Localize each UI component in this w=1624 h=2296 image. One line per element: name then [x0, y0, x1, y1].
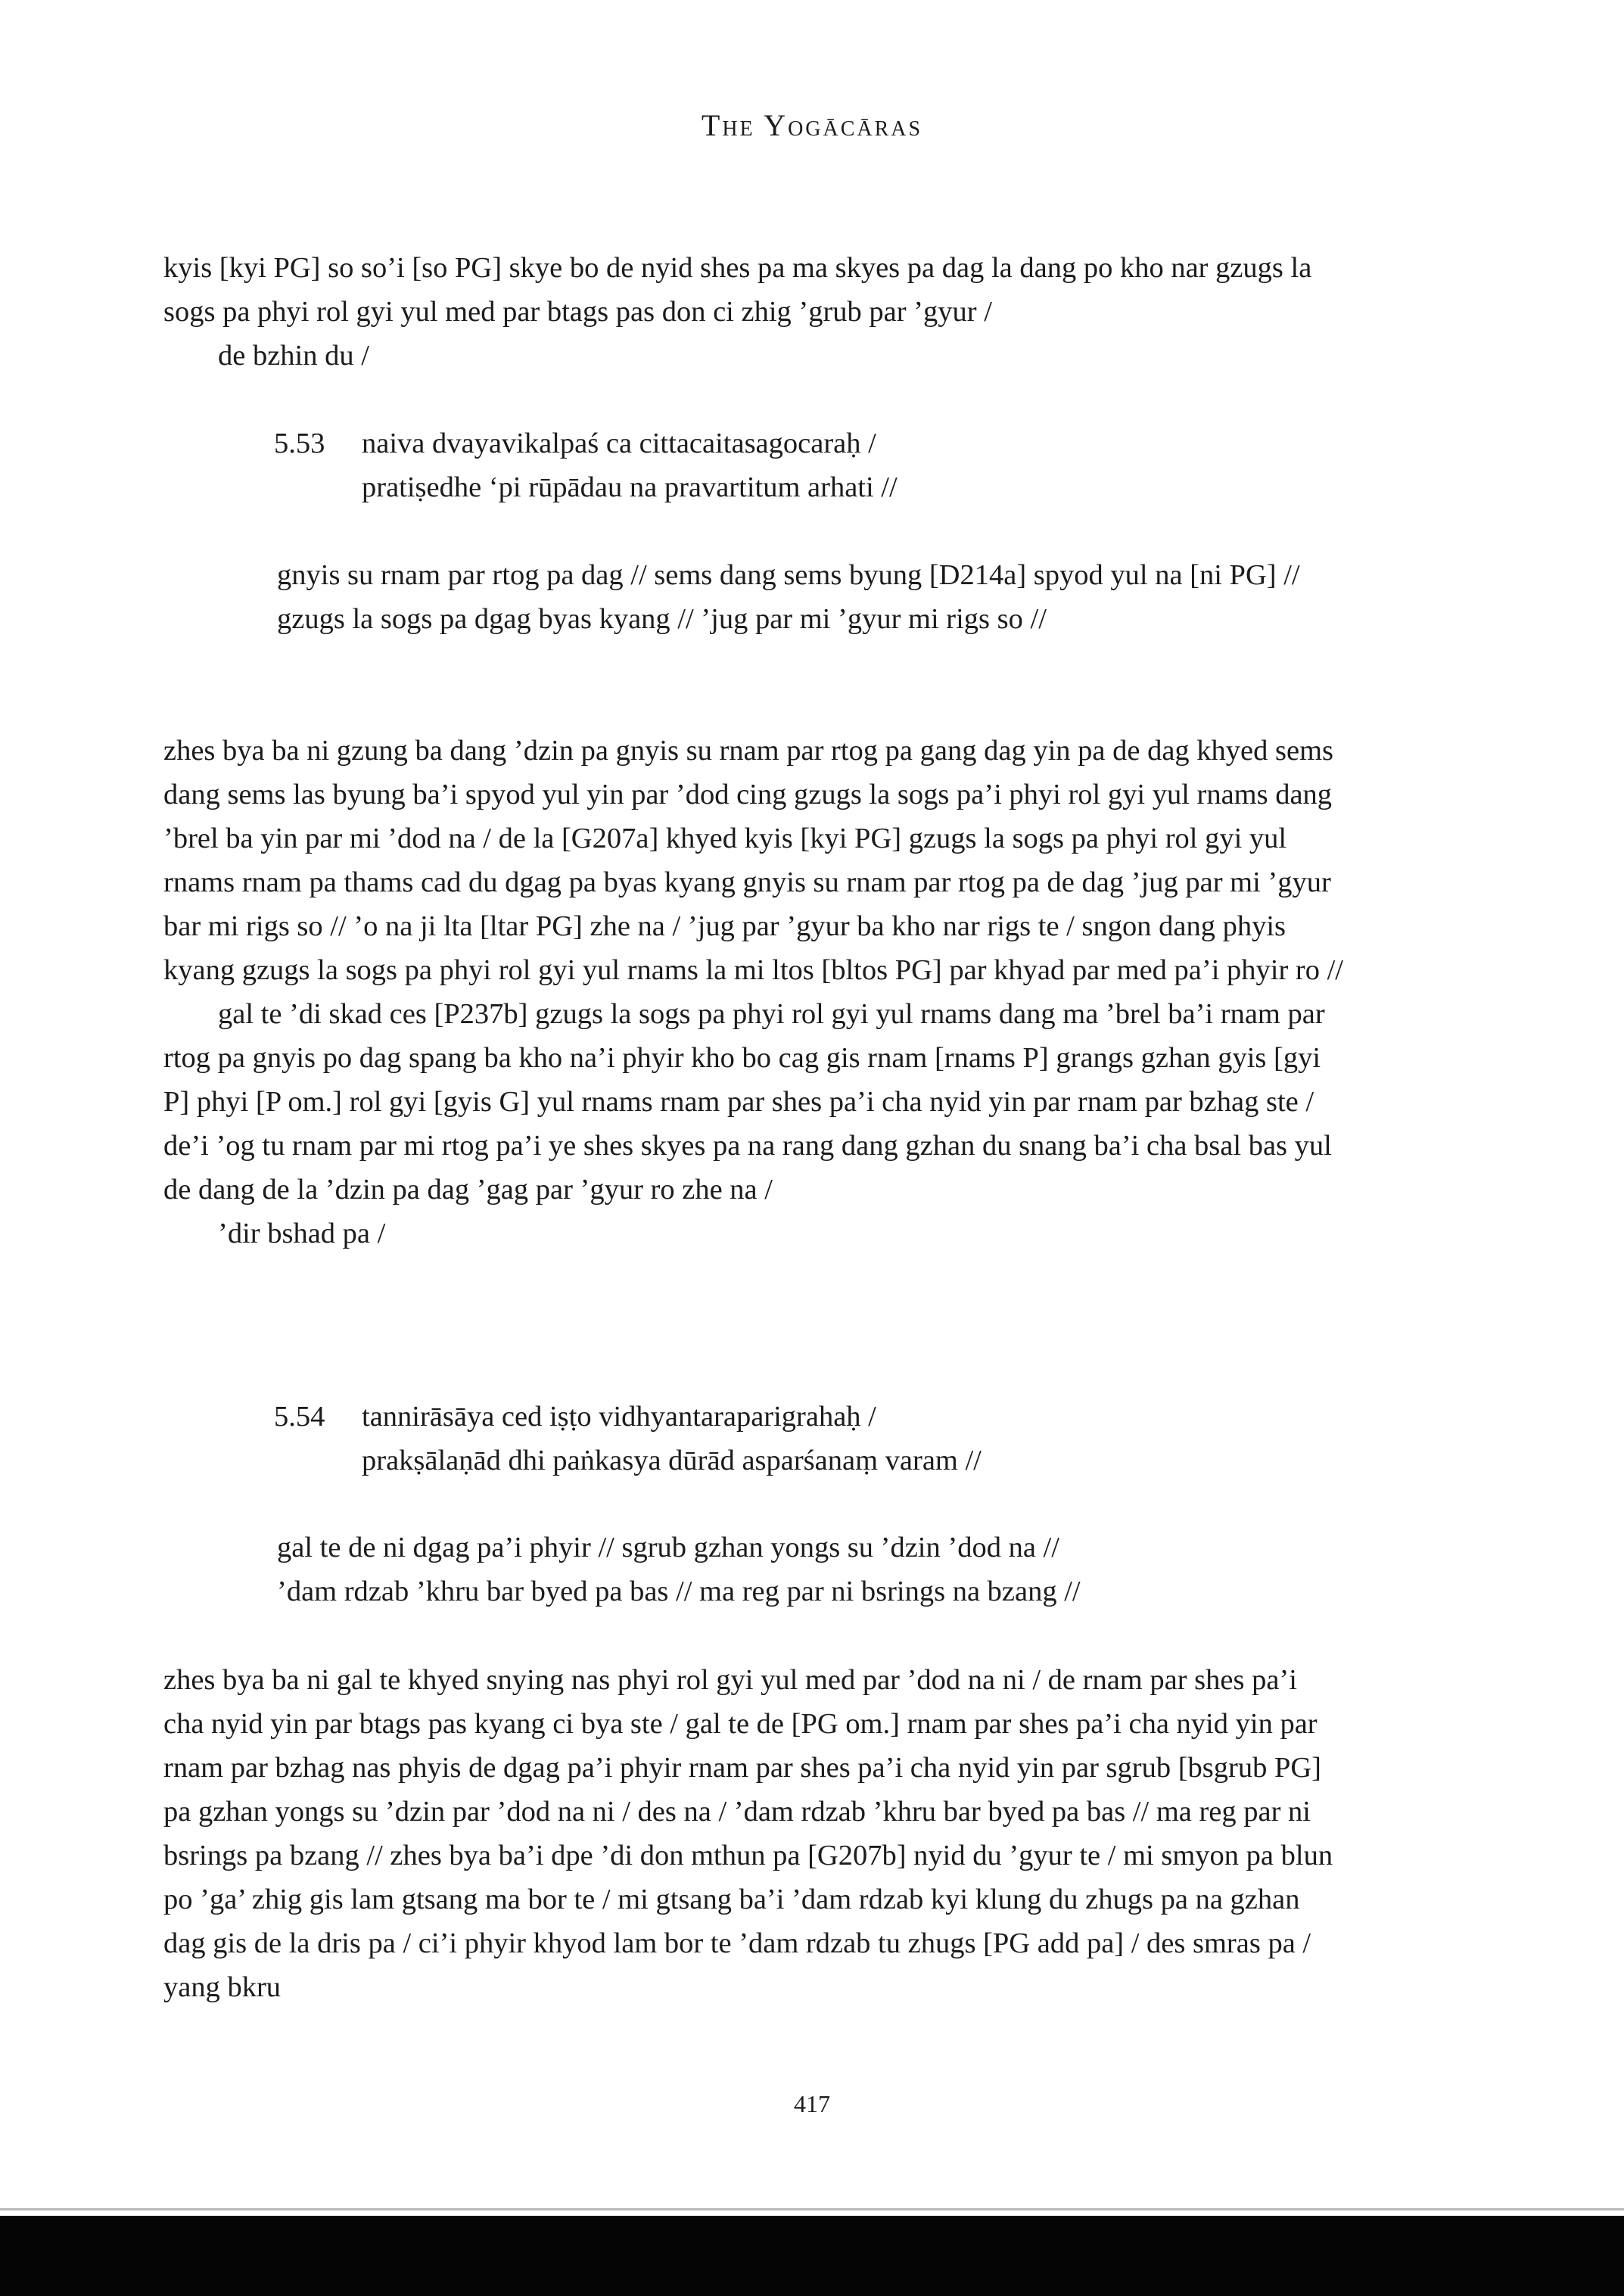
- tibetan-verse-5-53: [277, 553, 1352, 641]
- paragraph: zhes bya ba ni gal te khyed snying nas phyi rol gyi yul med par ’dod na ni / de rnam par shes pa’i cha nyid yin par btags pas kyang ci bya ste / gal te de [PG om.] rnam par shes pa’i cha nyid yin par rnam par bzhag nas phyis de dgag pa’i phyir rnam par shes pa’i cha nyid yin par sgrub [bsgrub PG] pa gzhan yongs su ’dzin par ’dod na ni / des na / ’dam rdzab ’khru bar byed pa bas // ma reg par ni bsrings pa bzang // zhes bya ba’i dpe ’di don mthun pa [G207b] nyid du ’gyur te / mi smyon pa blun po ’ga’ zhig gis lam gtsang ma bor te / mi gtsang ba’i ’dam rdzab kyi klung du zhugs pa na gzhan dag gis de la dris pa / ci’i phyir khyod lam bor te ’dam rdzab tu zhugs [PG add pa] / des smras pa / yang bkru: [163, 1664, 1333, 2003]
- sanskrit-verse-5-54: [274, 1395, 982, 1482]
- paragraph-block-b: [163, 729, 1344, 1255]
- verse-line: prakṣālaṇād dhi paṅkasya dūrād asparśanaṃ varam //: [362, 1445, 982, 1476]
- paragraph: zhes bya ba ni gzung ba dang ’dzin pa gnyis su rnam par rtog pa gang dag yin pa de dag khyed sems dang sems las byung ba’i spyod yul yin par ’dod cing gzugs la sogs pa’i phyi rol gyi yul rnams dang ’brel ba yin par mi ’dod na / de la [G207a] khyed kyis [kyi PG] gzugs la sogs pa phyi rol gyi yul rnams rnam pa thams cad du dgag pa byas kyang gnyis su rnam par rtog pa de dag ’jug par mi ’gyur bar mi rigs so // ’o na ji lta [ltar PG] zhe na / ’jug par ’gyur ba kho nar rigs te / sngon dang phyis kyang gzugs la sogs pa phyi rol gyi yul rnams la mi ltos [bltos PG] par khyad par med pa’i phyir ro //: [163, 735, 1344, 986]
- tibetan-verse-5-54: [277, 1526, 1352, 1613]
- verse-number: 5.54: [274, 1401, 325, 1433]
- verse-number: 5.53: [274, 428, 325, 459]
- tibetan-verse-line: gzugs la sogs pa dgag byas kyang // ’jug par mi ’gyur mi rigs so //: [277, 603, 1047, 635]
- paragraph-block-c: [163, 1658, 1344, 2009]
- paragraph: gal te ’di skad ces [P237b] gzugs la sogs pa phyi rol gyi yul rnams dang ma ’brel ba’i rnam par rtog pa gnyis po dag spang ba kho na’i phyir kho bo cag gis rnam [rnams P] grangs gzhan gyis [gyi P] phyi [P om.] rol gyi [gyis G] yul rnams rnam par shes pa’i cha nyid yin par rnam par bzhag ste / de’i ’og tu rnam par mi rtog pa’i ye shes skyes pa na rang dang gzhan du snang ba’i cha bsal bas yul de dang de la ’dzin pa dag ’gag par ’gyur ro zhe na /: [163, 998, 1332, 1206]
- paragraph: kyis [kyi PG] so so’i [so PG] skye bo de nyid shes pa ma skyes pa dag la dang po kho nar gzugs la sogs pa phyi rol gyi yul med par btags pas don ci zhig ’grub par ’gyur /: [163, 252, 1312, 328]
- verse-line: [274, 1395, 982, 1439]
- paragraph: ’dir bshad pa /: [218, 1218, 386, 1249]
- page-number: 417: [794, 2090, 830, 2117]
- tibetan-verse-line: gal te de ni dgag pa’i phyir // sgrub gzhan yongs su ’dzin ’dod na //: [277, 1532, 1059, 1563]
- verse-line: [274, 422, 898, 465]
- verse-text: tannirāsāya ced iṣṭo vidhyantaraparigrahaḥ /: [362, 1401, 876, 1433]
- scan-edge: [0, 2216, 1624, 2296]
- tibetan-verse-line: gnyis su rnam par rtog pa dag // sems dang sems byung [D214a] spyod yul na [ni PG] //: [277, 559, 1300, 591]
- paragraph: de bzhin du /: [218, 340, 369, 372]
- running-head: The Yogācāras: [701, 108, 923, 142]
- verse-text: naiva dvayavikalpaś ca cittacaitasagocaraḥ /: [362, 428, 876, 459]
- tibetan-verse-line: ’dam rdzab ’khru bar byed pa bas // ma reg par ni bsrings na bzang //: [277, 1576, 1081, 1607]
- paragraph-block-a: [163, 246, 1344, 378]
- sanskrit-verse-5-53: [274, 422, 898, 509]
- verse-line: pratiṣedhe ‘pi rūpādau na pravartitum arhati //: [362, 471, 898, 503]
- scan-streak: [0, 2208, 1624, 2210]
